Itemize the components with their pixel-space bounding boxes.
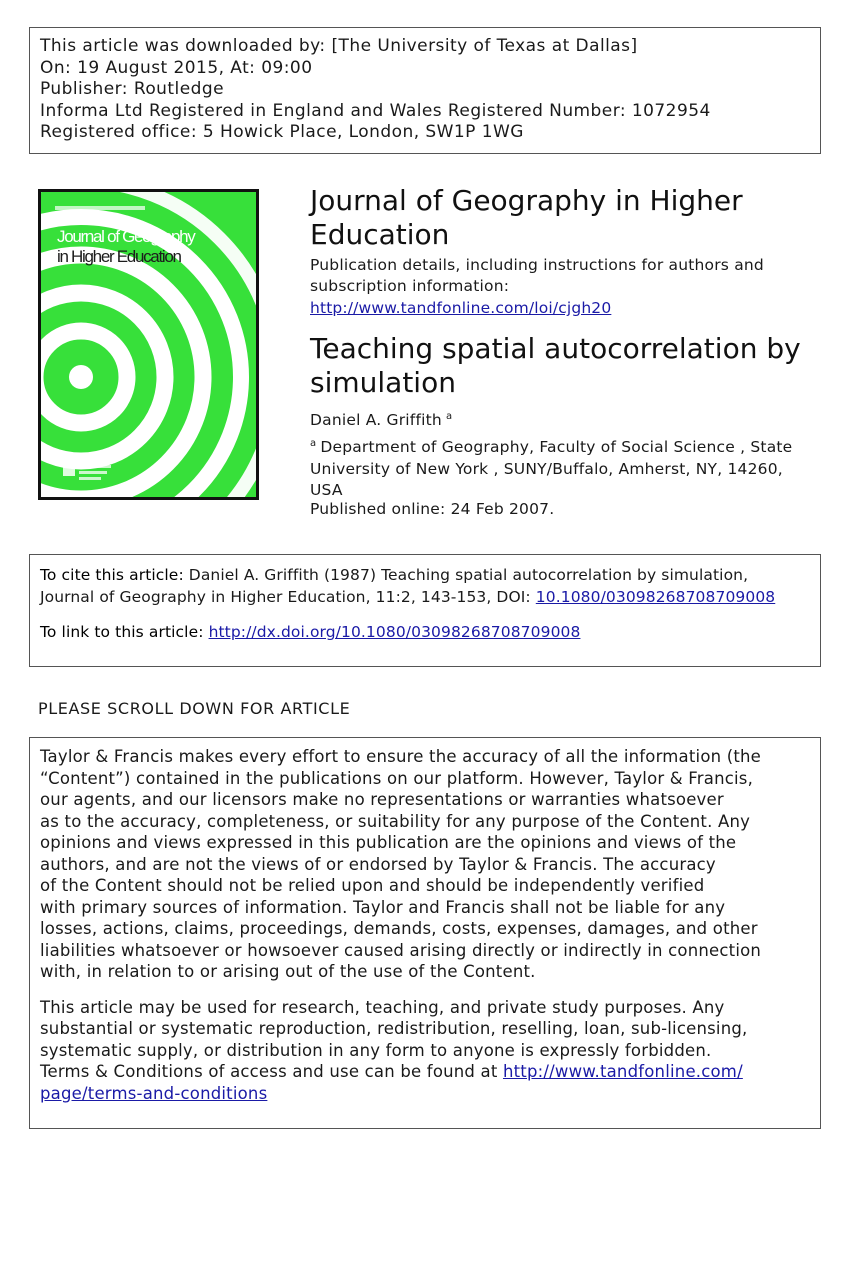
terms-line: “Content”) contained in the publications on our platform. However, Taylor & Francis, [40,768,754,788]
cover-title-line2: in Higher Education [57,247,181,266]
terms-line: systematic supply, or distribution in any form to anyone is expressly forbidden. [40,1040,712,1060]
terms-line: our agents, and our licensors make no representations or warranties whatsoever [40,790,724,809]
cite-text-1: Daniel A. Griffith (1987) Teaching spatial autocorrelation by simulation, [183,566,749,584]
citation-line-1 [40,565,810,587]
cover-graphic [41,192,256,497]
download-info-box [29,27,821,154]
terms-line: liabilities whatsoever or howsoever caused arising directly or indirectly in connection [40,940,762,960]
download-line: This article was downloaded by: [The University of Texas at Dallas] [40,36,638,56]
link-line [40,622,810,644]
terms-line: Taylor & Francis makes every effort to ensure the accuracy of all the information (the [40,747,762,766]
cover-small-text [55,206,145,210]
affiliation-text: Department of Geography, Faculty of Social Science , State University of New York , SUNY/Buffalo, Amherst, NY, 14260, USA [310,438,793,499]
affiliation-marker: a [310,438,317,449]
terms-line: with primary sources of information. Taylor and Francis shall not be liable for any [40,897,726,917]
doi-link[interactable]: 10.1080/03098268708709008 [535,587,776,606]
terms-line [40,1061,810,1083]
download-line: Registered office: 5 Howick Place, London, SW1P 1WG [40,122,524,142]
link-label: To link to this article: [40,623,209,641]
cite-text-2: Journal of Geography in Higher Education, 11:2, 143-153, DOI: [40,587,536,606]
conditions-link[interactable]: http://www.tandfonline.com/ [502,1062,743,1081]
terms-prefix: Terms & Conditions of access and use can be found at [40,1062,503,1081]
author-name: Daniel A. Griffith [310,411,442,429]
cover-title-line1: Journal of Geography [57,227,195,246]
terms-line: as to the accuracy, completeness, or suitability for any purpose of the Content. Any [40,811,751,831]
terms-line: This article may be used for research, teaching, and private study purposes. Any [40,997,725,1017]
article-title: Teaching spatial autocorrelation by simulation [310,332,801,399]
journal-cover-image [38,189,259,500]
terms-line: opinions and views expressed in this publication are the opinions and views of the [40,833,737,852]
published-date: Published online: 24 Feb 2007. [310,500,555,518]
citation-box [29,554,821,667]
journal-link[interactable]: http://www.tandfonline.com/loi/cjgh20 [310,299,612,317]
journal-title: Journal of Geography in Higher Education [310,184,743,251]
terms-line: substantial or systematic reproduction, redistribution, reselling, loan, sub-licensing, [40,1019,748,1038]
author-affiliation-marker: a [445,411,453,422]
publication-details: Publication details, including instructions for authors and subscription information: [310,256,764,295]
article-link[interactable]: http://dx.doi.org/10.1080/03098268708709008 [208,623,581,641]
terms-line [40,1083,810,1105]
terms-line: authors, and are not the views of or endorsed by Taylor & Francis. The accuracy [40,854,716,874]
author-line [310,406,452,431]
citation-line-2 [40,587,810,609]
terms-line: of the Content should not be relied upon and should be independently verified [40,876,705,895]
publisher-logo-icon [63,464,75,476]
download-line: Publisher: Routledge [40,79,224,99]
download-line: Informa Ltd Registered in England and Wales Registered Number: 1072954 [40,100,711,121]
cite-label: To cite this article: [40,566,184,584]
terms-line: with, in relation to or arising out of the use of the Content. [40,962,536,981]
conditions-link-continued[interactable]: page/terms-and-conditions [40,1083,268,1103]
terms-box [29,737,821,1129]
scroll-notice: PLEASE SCROLL DOWN FOR ARTICLE [38,699,351,718]
terms-line: losses, actions, claims, proceedings, demands, costs, expenses, damages, and other [40,919,758,938]
download-line: On: 19 August 2015, At: 09:00 [40,57,313,78]
affiliation [310,433,820,502]
